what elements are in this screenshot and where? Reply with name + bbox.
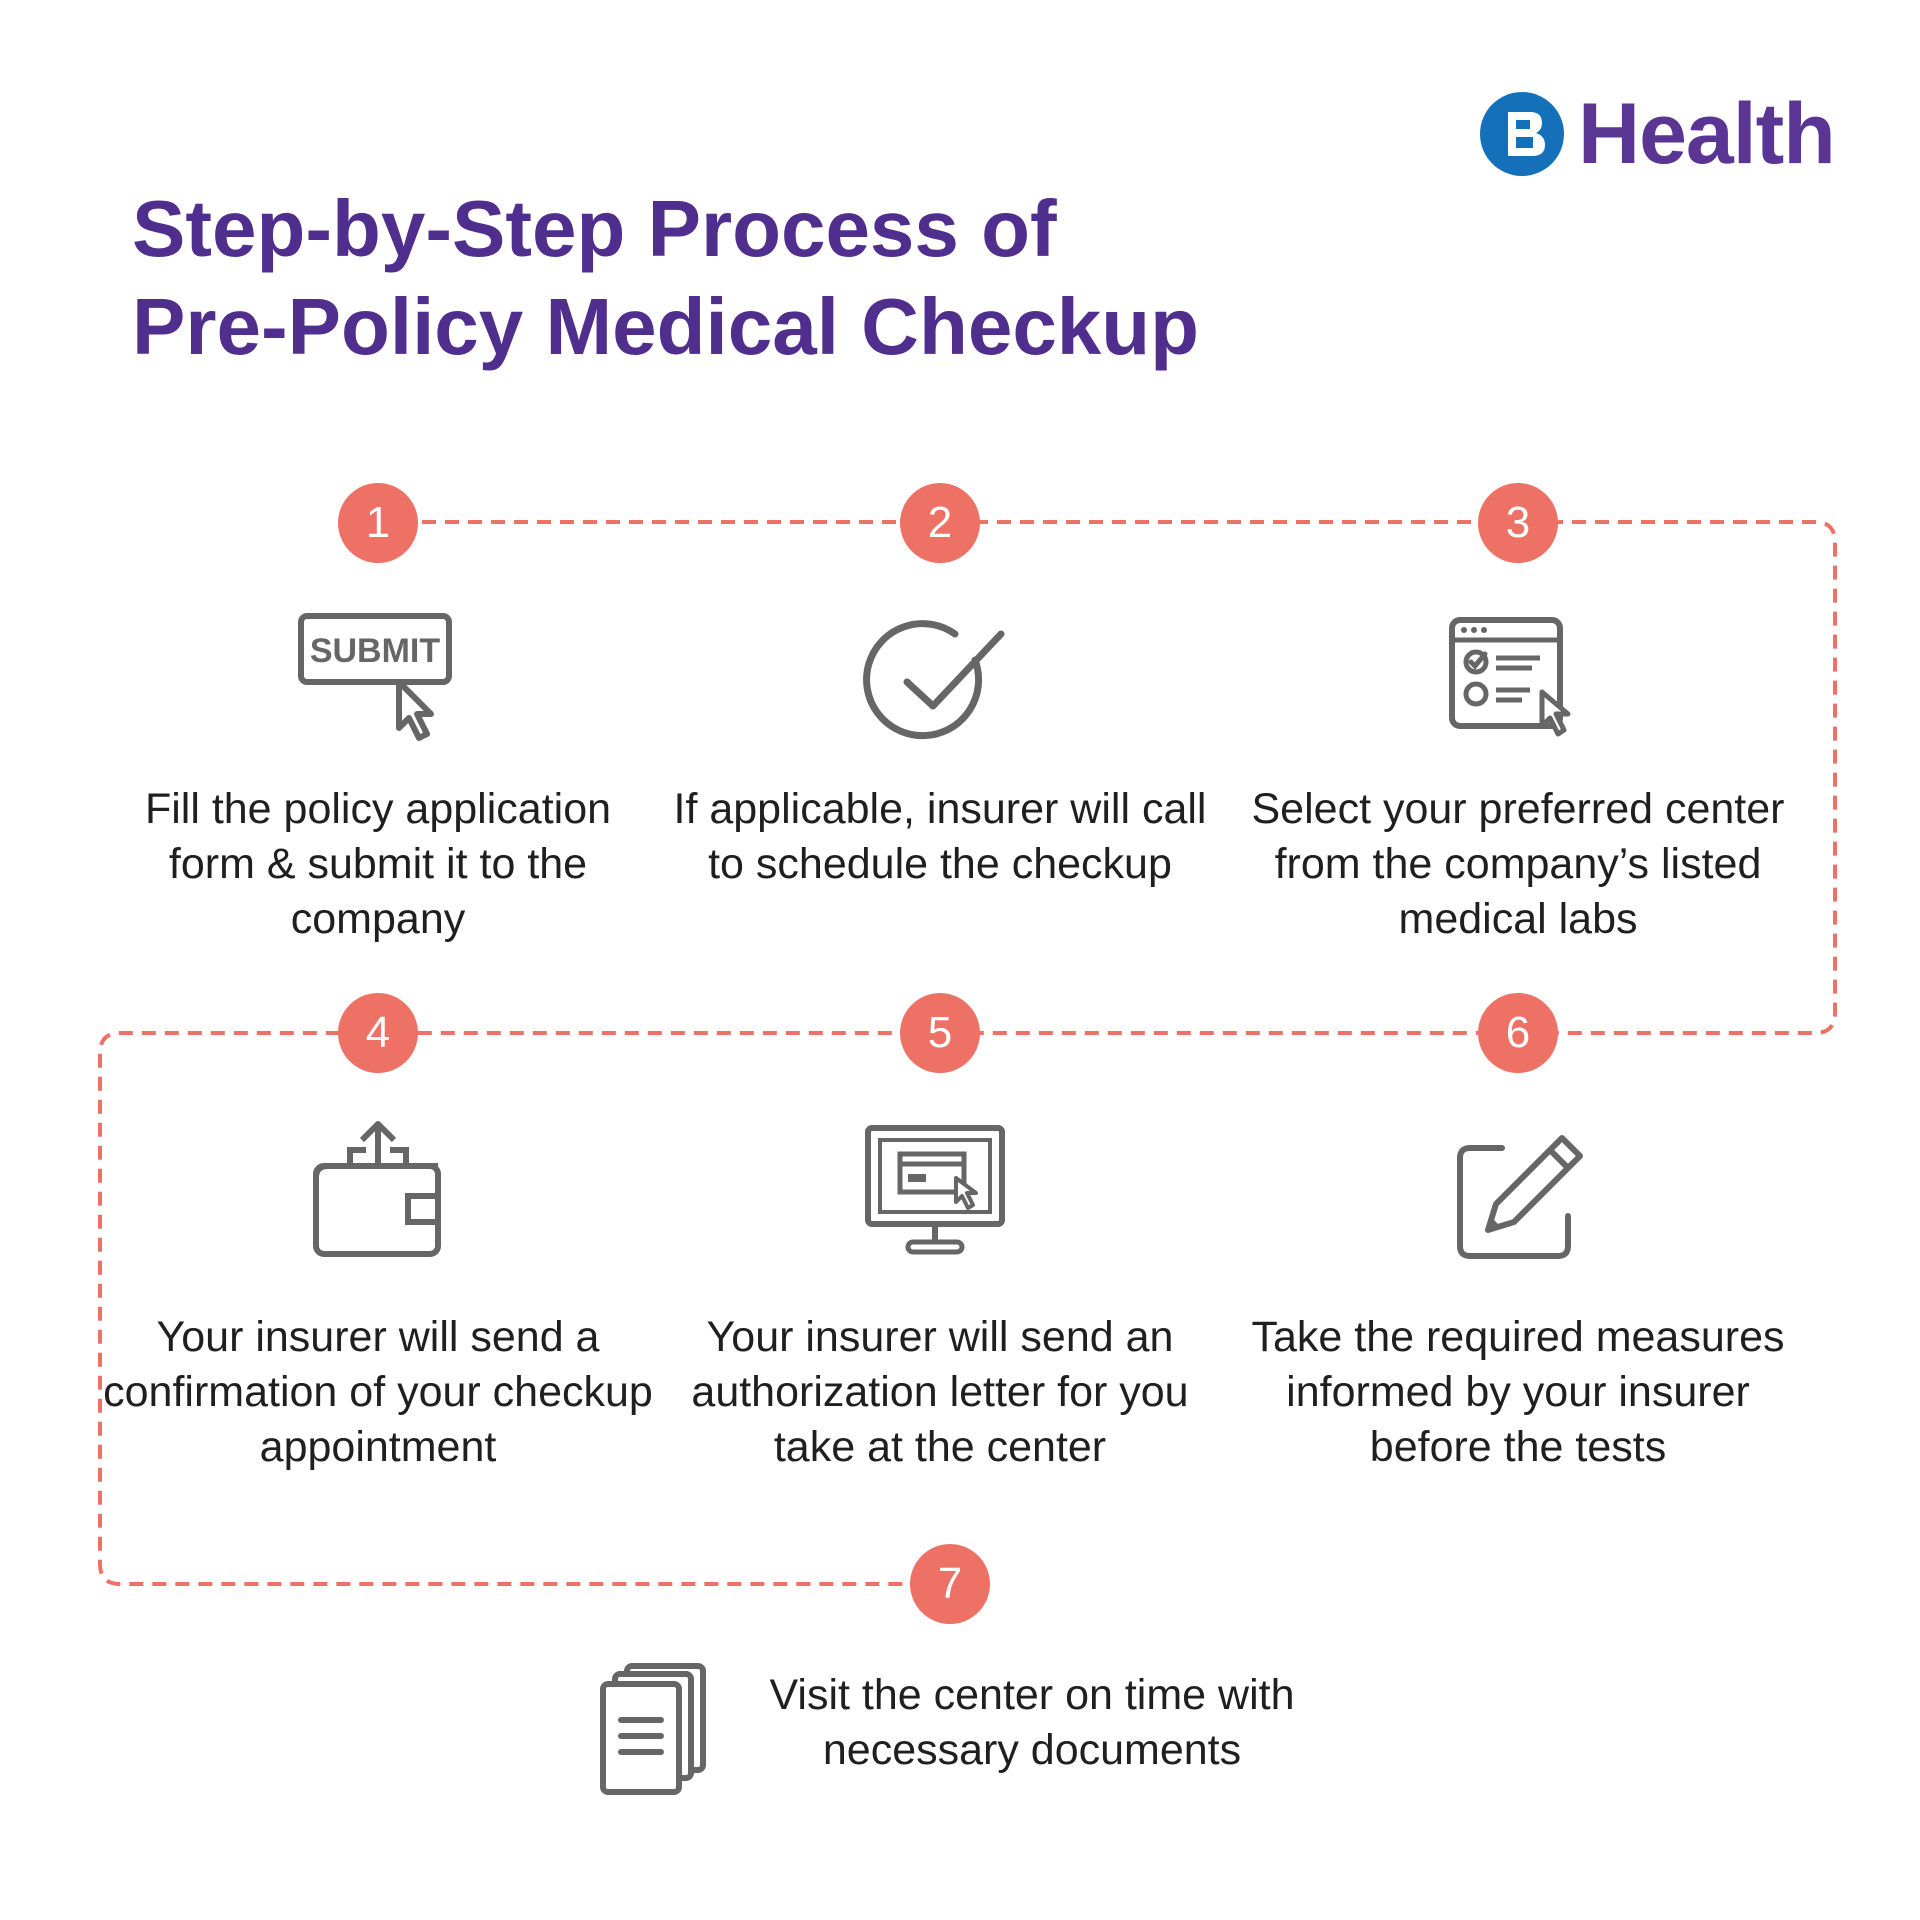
step-3-badge: 3: [1478, 483, 1558, 563]
page-title-line-1: Step-by-Step Process of: [132, 184, 1057, 273]
step-4-text: Your insurer will send a confirmation of your checkup appointment: [103, 1313, 653, 1471]
step-1-text: Fill the policy application form & submit it to the company: [144, 785, 612, 943]
submit-icon-label: SUBMIT: [309, 632, 441, 670]
checkmark-circle-icon: [855, 610, 1025, 750]
computer-monitor-icon: [858, 1118, 1028, 1258]
step-7-text: Visit the center on time with necessary documents: [769, 1671, 1295, 1774]
step-4-badge: 4: [338, 993, 418, 1073]
step-5-badge: 5: [900, 993, 980, 1073]
checklist-browser-icon: [1440, 610, 1610, 750]
step-3-text: Select your preferred center from the company’s listed medical labs: [1251, 785, 1785, 943]
step-7-badge: 7: [910, 1544, 990, 1624]
edit-pencil-icon: [1440, 1126, 1610, 1266]
step-2-text: If applicable, insurer will call to schedule the checkup: [673, 785, 1207, 888]
step-6-badge: 6: [1478, 993, 1558, 1073]
wallet-upload-icon: [300, 1120, 470, 1260]
step-1-badge: 1: [338, 483, 418, 563]
page-title-line-2: Pre-Policy Medical Checkup: [132, 282, 1200, 371]
step-5-text: Your insurer will send an authorization letter for you take at the center: [691, 1313, 1189, 1471]
step-2-badge: 2: [900, 483, 980, 563]
brand-name: Health: [1578, 86, 1835, 182]
submit-button-icon: [295, 610, 465, 750]
step-6-text: Take the required measures informed by your insurer before the tests: [1251, 1313, 1785, 1471]
